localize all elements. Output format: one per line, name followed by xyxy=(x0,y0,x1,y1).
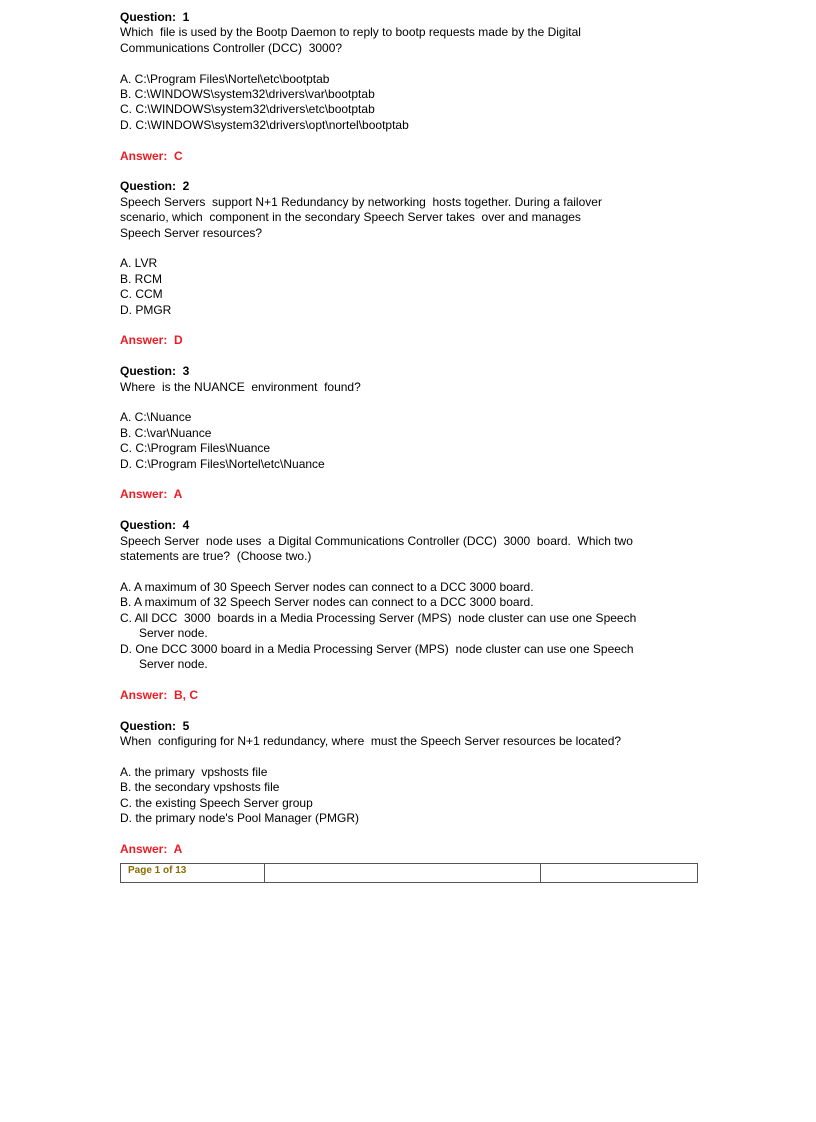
question-text-line: Which file is used by the Bootp Daemon to reply to bootp requests made by the Digital xyxy=(120,25,581,40)
option-text: C. the existing Speech Server group xyxy=(120,795,313,810)
footer-cell-empty xyxy=(541,864,698,883)
answer-option xyxy=(120,102,700,117)
footer-cell-empty xyxy=(265,864,541,883)
question-text-line: When configuring for N+1 redundancy, where must the Speech Server resources be located? xyxy=(120,733,622,748)
questions-container xyxy=(120,10,700,873)
option-text: D. the primary node's Pool Manager (PMGR) xyxy=(120,810,360,825)
option-text: C. All DCC 3000 boards in a Media Processing Server (MPS) node cluster can use one Speech xyxy=(120,610,637,625)
question-block xyxy=(120,364,700,518)
answer-option xyxy=(120,441,700,456)
question-block xyxy=(120,719,700,873)
answer-label: Answer: D xyxy=(120,333,183,348)
question-block xyxy=(120,518,700,718)
option-text: B. the secondary vpshosts file xyxy=(120,780,280,795)
question-text-line: Where is the NUANCE environment found? xyxy=(120,379,361,394)
answer-option xyxy=(120,118,700,133)
page-number: Page 1 of 13 xyxy=(128,865,187,876)
question-block xyxy=(120,179,700,364)
option-text: B. C:\WINDOWS\system32\drivers\var\bootptab xyxy=(120,87,375,102)
answer-option xyxy=(120,580,700,595)
answer-option xyxy=(120,780,700,795)
answer-option xyxy=(120,256,700,271)
question-number: Question: 1 xyxy=(120,10,190,24)
question-number: Question: 3 xyxy=(120,364,190,379)
option-text: D. C:\Program Files\Nortel\etc\Nuance xyxy=(120,456,325,471)
answer-option xyxy=(120,457,700,472)
answer-option xyxy=(120,765,700,780)
answer-label: Answer: B, C xyxy=(120,687,199,702)
option-text: B. RCM xyxy=(120,271,162,286)
option-text: B. A maximum of 32 Speech Server nodes can connect to a DCC 3000 board. xyxy=(120,595,534,610)
option-text: A. A maximum of 30 Speech Server nodes can connect to a DCC 3000 board. xyxy=(120,579,534,594)
answer-option xyxy=(120,272,700,287)
option-text: C. CCM xyxy=(120,287,163,302)
question-text-line: statements are true? (Choose two.) xyxy=(120,549,312,564)
answer-option xyxy=(120,811,700,826)
option-text: D. One DCC 3000 board in a Media Processing Server (MPS) node cluster can use one Speech xyxy=(120,641,634,656)
option-text-continuation: Server node. xyxy=(139,656,208,671)
answer-label: Answer: C xyxy=(120,148,183,163)
option-text: A. the primary vpshosts file xyxy=(120,764,268,779)
question-text-line: Speech Server resources? xyxy=(120,225,263,240)
answer-option xyxy=(120,426,700,441)
answer-option xyxy=(120,87,700,102)
answer-option xyxy=(120,611,700,642)
footer-cell-page xyxy=(121,864,265,883)
question-block xyxy=(120,10,700,179)
option-text: C. C:\WINDOWS\system32\drivers\etc\bootptab xyxy=(120,102,375,117)
question-number: Question: 2 xyxy=(120,179,190,194)
option-text: D. C:\WINDOWS\system32\drivers\opt\nortel\bootptab xyxy=(120,117,409,132)
option-text: A. LVR xyxy=(120,256,158,271)
answer-label: Answer: A xyxy=(120,487,183,502)
option-text: D. PMGR xyxy=(120,302,172,317)
option-text: C. C:\Program Files\Nuance xyxy=(120,441,271,456)
question-text-line: Communications Controller (DCC) 3000? xyxy=(120,40,343,55)
question-text-line: scenario, which component in the secondary Speech Server takes over and manages xyxy=(120,210,581,225)
option-text: A. C:\Nuance xyxy=(120,410,192,425)
option-text: A. C:\Program Files\Nortel\etc\bootptab xyxy=(120,71,330,86)
option-text: B. C:\var\Nuance xyxy=(120,425,212,440)
question-number: Question: 4 xyxy=(120,518,190,533)
answer-option xyxy=(120,72,700,87)
answer-option xyxy=(120,287,700,302)
answer-option xyxy=(120,642,700,673)
answer-option xyxy=(120,303,700,318)
answer-option xyxy=(120,410,700,425)
page-footer xyxy=(120,863,698,883)
question-text-line: Speech Server node uses a Digital Communications Controller (DCC) 3000 board. Which two xyxy=(120,533,633,548)
question-text-line: Speech Servers support N+1 Redundancy by networking hosts together. During a failover xyxy=(120,194,602,209)
option-text-continuation: Server node. xyxy=(139,626,208,641)
answer-option xyxy=(120,796,700,811)
question-number: Question: 5 xyxy=(120,718,190,733)
answer-option xyxy=(120,595,700,610)
answer-label: Answer: A xyxy=(120,841,183,856)
